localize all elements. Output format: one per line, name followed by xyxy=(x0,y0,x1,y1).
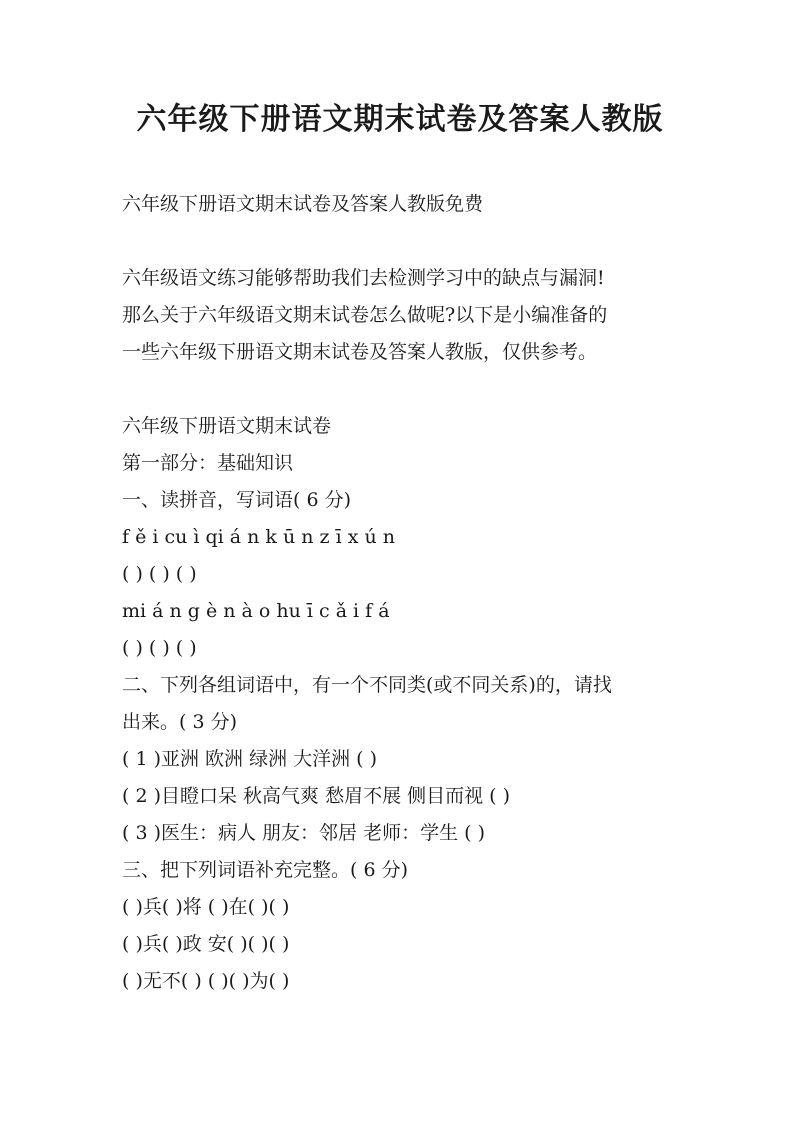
intro-line-3: 一些六年级下册语文期末试卷及答案人教版，仅供参考。 xyxy=(122,341,598,363)
q1-title: 一、读拼音，写词语( 6 分) xyxy=(122,489,351,511)
intro-line-2: 那么关于六年级语文期末试卷怎么做呢?以下是小编准备的 xyxy=(122,304,608,326)
exam-heading: 六年级下册语文期末试卷 xyxy=(122,415,332,437)
q3-item-1: ( )兵( )将 ( )在( )( ) xyxy=(122,896,290,918)
document-body xyxy=(122,186,692,1000)
q2-title-line-1: 二、下列各组词语中，有一个不同类(或不同关系)的，请找 xyxy=(122,674,612,696)
document-title: 六年级下册语文期末试卷及答案人教版 xyxy=(136,102,664,137)
part1-heading: 第一部分：基础知识 xyxy=(122,452,294,474)
spacer xyxy=(122,371,692,408)
q3-item-3: ( )无不( ) ( )( )为( ) xyxy=(122,970,290,992)
q2-item-1: ( 1 )亚洲 欧洲 绿洲 大洋洲 ( ) xyxy=(122,748,378,770)
q1-blanks-line-1: ( ) ( ) ( ) xyxy=(122,563,197,585)
q3-title: 三、把下列词语补充完整。( 6 分) xyxy=(122,859,408,881)
subtitle-line: 六年级下册语文期末试卷及答案人教版免费 xyxy=(122,193,484,215)
q2-item-2: ( 2 )目瞪口呆 秋高气爽 愁眉不展 侧目而视 ( ) xyxy=(122,785,511,807)
q2-item-3: ( 3 )医生：病人 朋友：邻居 老师：学生 ( ) xyxy=(122,822,485,844)
q3-item-2: ( )兵( )政 安( )( )( ) xyxy=(122,933,290,955)
q1-pinyin-line-1: f ě i cu ì qi á n k ū n z ī x ú n xyxy=(122,526,395,548)
intro-line-1: 六年级语文练习能够帮助我们去检测学习中的缺点与漏洞! xyxy=(122,267,605,289)
q1-pinyin-line-2: mi á n g è n à o hu ī c ǎ i f á xyxy=(122,600,390,622)
q2-title-line-2: 出来。( 3 分) xyxy=(122,711,237,733)
q1-blanks-line-2: ( ) ( ) ( ) xyxy=(122,637,197,659)
spacer xyxy=(122,223,692,260)
